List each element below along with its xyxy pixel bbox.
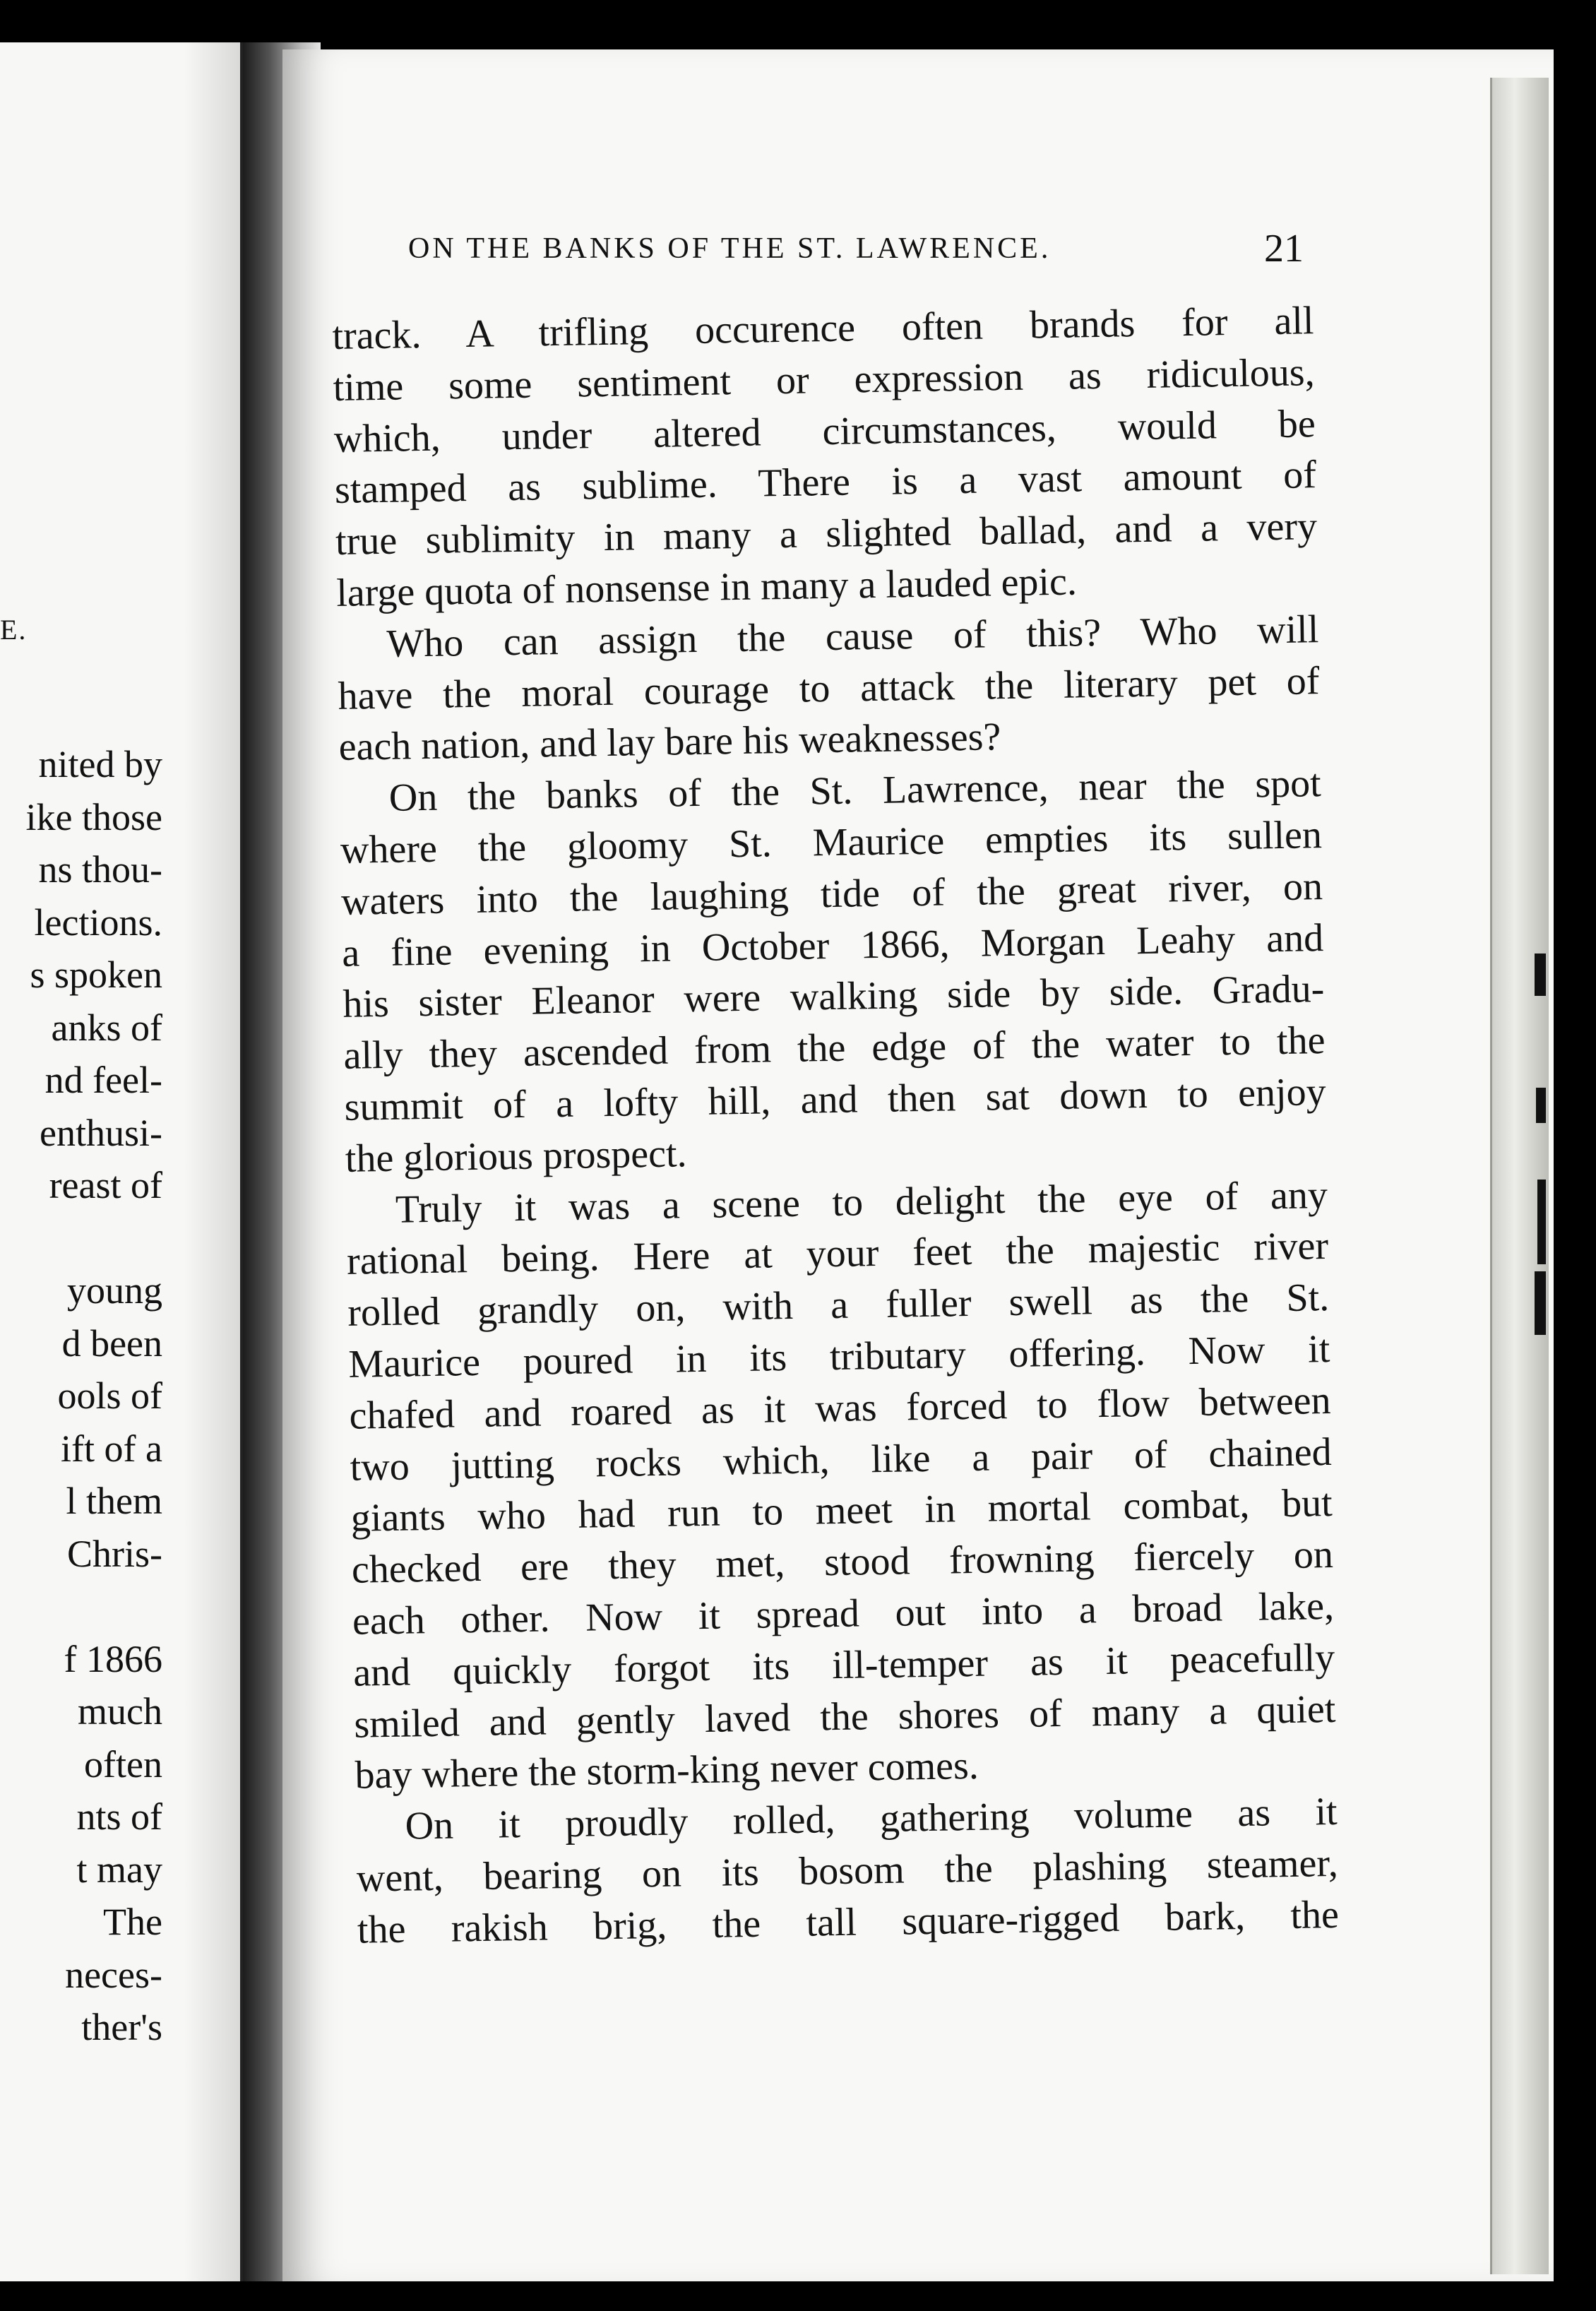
- text-line: the rakish brig, the tall square-rigged bark, the: [357, 1892, 1340, 1952]
- page-number: 21: [1264, 227, 1304, 271]
- text-line: waters into the laughing tide of the great river, on: [340, 864, 1323, 924]
- previous-page-line: young: [67, 1269, 162, 1312]
- paragraph: [345, 1170, 1337, 1802]
- text-line: rolled grandly on, with a fuller swell as the St.: [347, 1276, 1330, 1335]
- previous-page-line: lections.: [34, 901, 162, 944]
- previous-page-line: [26, 1580, 162, 1633]
- running-head: [408, 227, 1326, 271]
- text-line: his sister Eleanor were walking side by side. Gradu-: [342, 967, 1325, 1027]
- text-line: went, bearing on its bosom the plashing steamer,: [356, 1841, 1339, 1901]
- text-line: checked ere they met, stood frowning fiercely on: [351, 1533, 1334, 1592]
- text-line: summit of a lofty hill, and then sat down to enjoy: [344, 1069, 1327, 1129]
- text-line: each nation, and lay bare his weaknesses?: [338, 715, 1001, 770]
- paragraph: [355, 1786, 1339, 1956]
- previous-page-line: f 1866: [64, 1637, 162, 1680]
- previous-page-line: The: [103, 1901, 162, 1943]
- previous-page-line: t may: [76, 1848, 162, 1891]
- text-line: track. A trifling occurence often brands for all: [332, 299, 1314, 358]
- text-line: true sublimity in many a slighted ballad, and a very: [335, 504, 1318, 564]
- text-line: and quickly forgot its ill-temper as it peacefully: [352, 1635, 1335, 1695]
- text-line: time some sentiment or expression as ridiculous,: [333, 350, 1316, 410]
- gutter-shadow: [184, 42, 240, 2281]
- body-text: [332, 295, 1339, 1956]
- previous-page-line: much: [78, 1690, 162, 1733]
- text-line: where the gloomy St. Maurice empties its sullen: [340, 813, 1323, 872]
- previous-page-line: l them: [66, 1480, 162, 1522]
- previous-page-line: ther's: [81, 2006, 162, 2048]
- previous-page-line: Chris-: [67, 1532, 162, 1575]
- text-line: On it proudly rolled, gathering volume as it: [405, 1790, 1338, 1848]
- previous-page-line: [26, 1212, 162, 1265]
- previous-page-line: reast of: [49, 1164, 162, 1206]
- running-head-title: ON THE BANKS OF THE ST. LAWRENCE.: [408, 232, 1052, 265]
- text-line: each other. Now it spread out into a broad lake,: [352, 1584, 1335, 1644]
- edge-mark: [1535, 1271, 1546, 1335]
- text-line: large quota of nonsense in many a lauded epic.: [335, 559, 1078, 615]
- previous-page-line: anks of: [51, 1006, 162, 1049]
- previous-page-text: [26, 738, 162, 2054]
- text-line: rational being. Here at your feet the majestic river: [346, 1224, 1329, 1284]
- text-line: the glorious prospect.: [345, 1131, 687, 1181]
- previous-page-line: ike those: [25, 795, 162, 838]
- text-line: chafed and roared as it was forced to flow between: [349, 1378, 1331, 1438]
- previous-page-line: ift of a: [61, 1427, 162, 1470]
- text-line: ally they ascended from the edge of the water to the: [343, 1018, 1326, 1079]
- previous-page-line: ns thou-: [38, 848, 162, 891]
- previous-page-line: ools of: [57, 1374, 162, 1417]
- text-line: Maurice poured in its tributary offering. Now it: [347, 1326, 1330, 1386]
- previous-page-line: nited by: [38, 743, 162, 785]
- paragraph: [332, 295, 1318, 619]
- previous-page-fragment: [0, 42, 243, 2281]
- text-line: two jutting rocks which, like a pair of chained: [350, 1430, 1333, 1490]
- paragraph: [337, 604, 1321, 773]
- edge-mark: [1535, 953, 1546, 996]
- text-line: a fine evening in October 1866, Morgan Leahy and: [341, 915, 1324, 975]
- previous-page-line: nts of: [76, 1795, 162, 1838]
- edge-mark: [1536, 1088, 1546, 1123]
- paragraph: [339, 758, 1327, 1184]
- page-edge: [1490, 78, 1549, 2274]
- previous-page-line: d been: [61, 1321, 162, 1365]
- previous-page-header-fragment: E.: [0, 614, 28, 646]
- text-line: Who can assign the cause of this? Who will: [386, 607, 1319, 666]
- text-line: which, under altered circumstances, would be: [333, 401, 1316, 461]
- previous-page-line: often: [84, 1742, 162, 1786]
- previous-page-line: neces-: [65, 1953, 162, 1996]
- previous-page-line: enthusi-: [40, 1111, 162, 1154]
- text-line: have the moral courage to attack the literary pet of: [338, 658, 1320, 718]
- text-line: Truly it was a scene to delight the eye of any: [395, 1172, 1328, 1232]
- text-line: stamped as sublime. There is a vast amount of: [334, 453, 1317, 513]
- text-line: giants who had run to meet in mortal combat, but: [350, 1481, 1333, 1541]
- text-line: On the banks of the St. Lawrence, near the spot: [388, 761, 1322, 820]
- edge-mark: [1537, 1180, 1546, 1264]
- text-line: bay where the storm-king never comes.: [355, 1744, 979, 1798]
- text-line: smiled and gently laved the shores of many a quiet: [353, 1687, 1336, 1747]
- previous-page-line: nd feel-: [44, 1059, 162, 1101]
- previous-page-line: s spoken: [30, 953, 162, 996]
